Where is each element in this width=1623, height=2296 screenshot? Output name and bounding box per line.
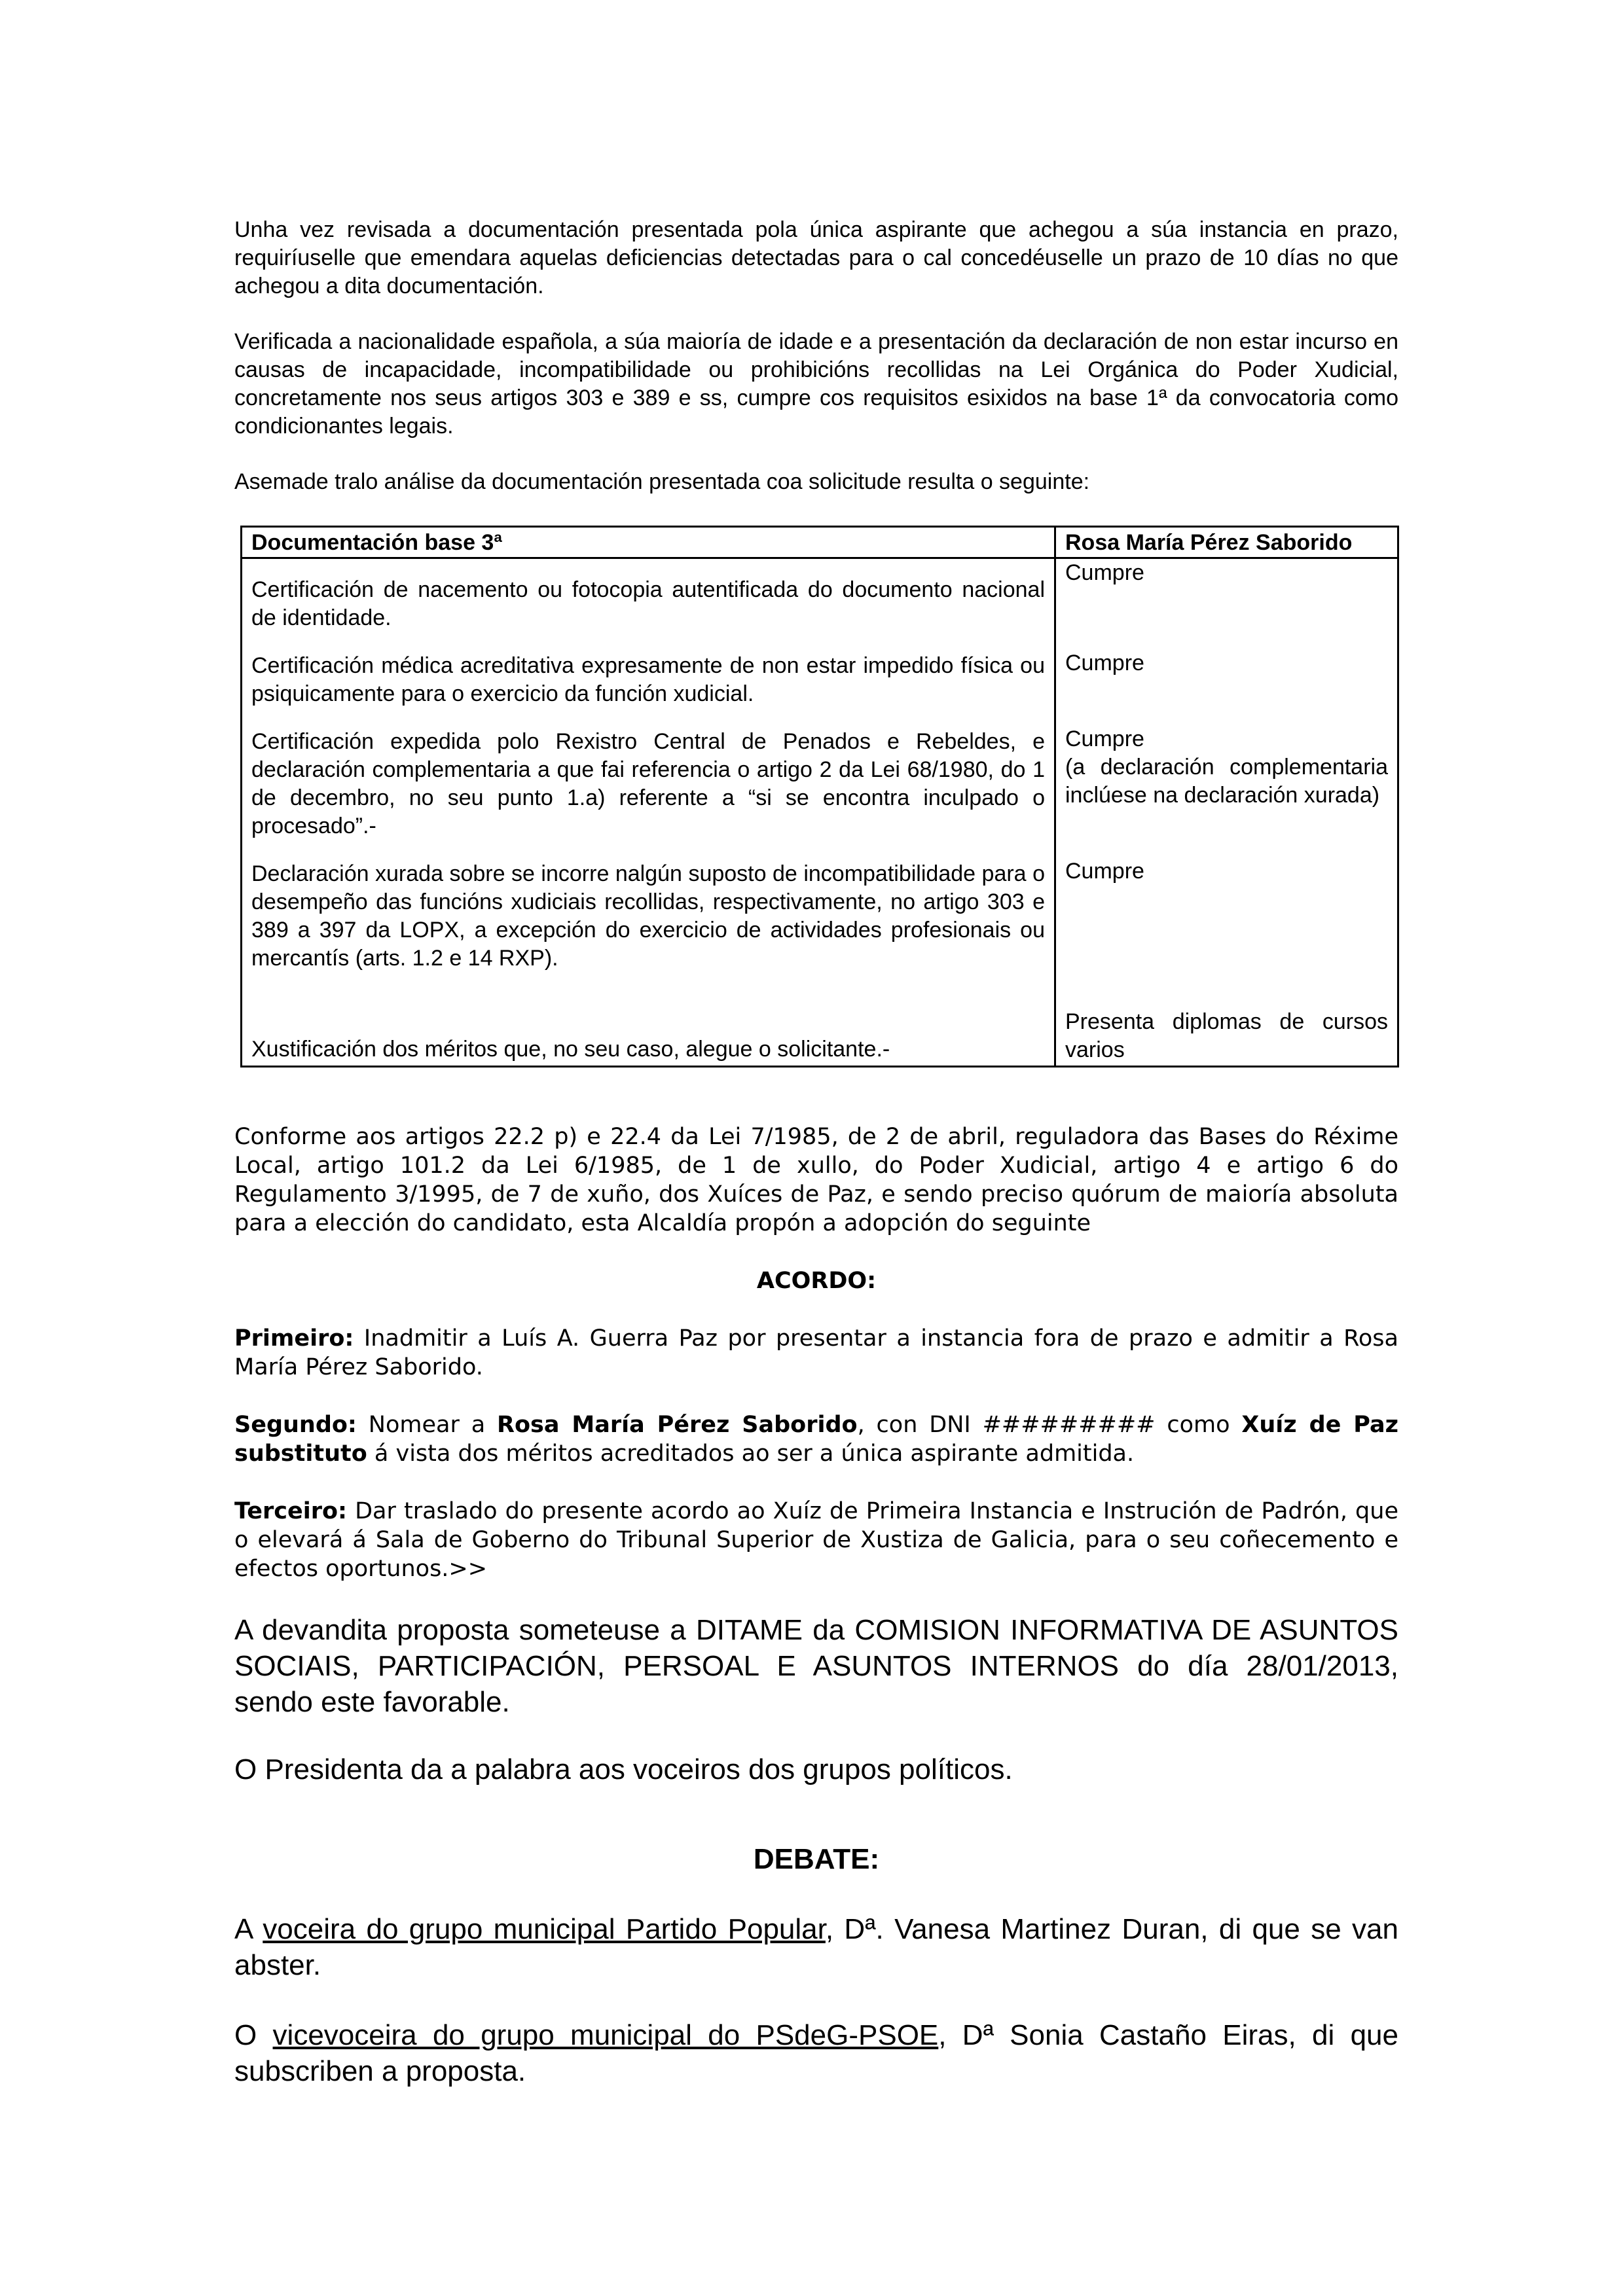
segundo-text: Nomear a	[356, 1412, 498, 1438]
table-row	[242, 635, 1398, 711]
table-row	[242, 975, 1398, 1067]
acordo-primeiro	[234, 1324, 1398, 1382]
table-cell-status	[1055, 843, 1398, 975]
status-text: Cumpre	[1065, 859, 1144, 884]
terceiro-text: Dar traslado do presente acordo ao Xuíz de Primeira Instancia e Instrución de Padrón, que o elevará á Sala de Goberno do Tribunal Superior de Xustiza de Galicia, para o seu coñecemento e efectos oportunos.>>	[234, 1498, 1398, 1582]
segundo-label: Segundo:	[234, 1412, 357, 1438]
debate-psoe-paragraph	[234, 2017, 1398, 2089]
document-page	[234, 216, 1398, 2089]
segundo-candidate-name: Rosa María Pérez Saborido	[497, 1412, 858, 1438]
ps-group-link: vicevoceira do grupo municipal do PSdeG-PSOE	[272, 2019, 939, 2051]
status-text: Cumpre	[1065, 651, 1144, 675]
table-row	[242, 558, 1398, 636]
table-cell-document: Certificación médica acreditativa expresamente de non estar impedido física ou psiquicamente para o exercicio da función xudicial.	[242, 635, 1055, 711]
pp-text: A	[234, 1913, 263, 1945]
primeiro-label: Primeiro:	[234, 1325, 354, 1352]
table-header-documentation: Documentación base 3ª	[242, 527, 1055, 558]
table-cell-document: Xustificación dos méritos que, no seu caso, alegue o solicitante.-	[242, 975, 1055, 1067]
ps-text: , Dª Sonia Castaño Eiras, di que subscriben a proposta.	[234, 2019, 1398, 2087]
intro-paragraph-2: Verificada a nacionalidade española, a súa maioría de idade e a presentación da declaración de non estar incurso en causas de incapacidade, incompatibilidade ou prohibicións recollidas na Lei Orgánica do Poder Xudicial, concretamente nos seus artigos 303 e 389 e ss, cumpre cos requisitos esixidos na base 1ª da convocatoria como condicionantes legais.	[234, 329, 1398, 439]
table-cell-status: Presenta diplomas de cursos varios	[1055, 975, 1398, 1067]
table-cell-document: Certificación expedida polo Rexistro Central de Penados e Rebeldes, e declaración complementaria a que fai referencia o artigo 2 da Lei 68/1980, do 1 de decembro, no seu punto 1.a) referente a “si se encontra inculpado o procesado”.-	[242, 711, 1055, 843]
primeiro-text: Inadmitir a Luís A. Guerra Paz por presentar a instancia fora de prazo e admitir a Rosa María Pérez Saborido.	[234, 1325, 1398, 1380]
acordo-segundo	[234, 1410, 1398, 1468]
intro-paragraph-3: Asemade tralo análise da documentación presentada coa solicitude resulta o seguinte:	[234, 469, 1090, 494]
presidenta-paragraph: O Presidenta da a palabra aos voceiros dos grupos políticos.	[234, 1753, 1013, 1785]
conforme-paragraph: Conforme aos artigos 22.2 p) e 22.4 da Lei 7/1985, de 2 de abril, reguladora das Bases do Réxime Local, artigo 101.2 da Lei 6/1985, de 1 de xullo, do Poder Xudicial, artigo 4 e artigo 6 do Regulamento 3/1995, de 7 de xuño, dos Xuíces de Paz, e sendo preciso quórum de maioría absoluta para a elección do candidato, esta Alcaldía propón a adopción do seguinte	[234, 1124, 1398, 1236]
acordo-title: ACORDO:	[756, 1268, 877, 1294]
debate-heading	[234, 1841, 1398, 1877]
acordo-terceiro	[234, 1497, 1398, 1583]
table-row	[242, 843, 1398, 975]
debate-pp-paragraph	[234, 1911, 1398, 1983]
debate-title: DEBATE:	[753, 1843, 880, 1875]
table-row	[242, 711, 1398, 843]
table-header-row	[242, 527, 1398, 558]
intro-paragraph-1: Unha vez revisada a documentación presentada pola única aspirante que achegou a súa instancia en prazo, requiríuselle que emendara aquelas deficiencias detectadas para o cal concedéuselle un prazo de 10 días no que achegou a dita documentación.	[234, 217, 1398, 298]
pp-group-link: voceira do grupo municipal Partido Popular	[263, 1913, 826, 1945]
table-cell-document: Declaración xurada sobre se incorre nalgún suposto de incompatibilidade para o desempeño das funcións xudiciais recollidas, respectivamente, no artigo 303 e 389 a 397 da LOPX, a excepción do exercicio de actividades profesionais ou mercantís (arts. 1.2 e 14 RXP).	[242, 843, 1055, 975]
documentation-table	[240, 526, 1399, 1067]
table-cell-status: Cumpre	[1055, 558, 1398, 636]
acordo-heading	[234, 1266, 1398, 1295]
pp-text: , Dª. Vanesa Martinez Duran, di que se van abster.	[234, 1913, 1398, 1981]
table-cell-status	[1055, 635, 1398, 711]
segundo-role: Xuíz de Paz substituto	[234, 1412, 1398, 1467]
table-header-candidate: Rosa María Pérez Saborido	[1055, 527, 1398, 558]
segundo-text: , con DNI ######### como	[857, 1412, 1242, 1438]
status-note: (a declaración complementaria inclúese na declaración xurada)	[1065, 755, 1388, 808]
ditame-paragraph: A devandita proposta someteuse a DITAME da COMISION INFORMATIVA DE ASUNTOS SOCIAIS, PARTICIPACIÓN, PERSOAL E ASUNTOS INTERNOS do día 28/01/2013, sendo este favorable.	[234, 1614, 1398, 1718]
ps-text: O	[234, 2019, 273, 2051]
segundo-text: á vista dos méritos acreditados ao ser a única aspirante admitida.	[367, 1441, 1135, 1467]
table-cell-status	[1055, 711, 1398, 843]
table-cell-document: Certificación de nacemento ou fotocopia autentificada do documento nacional de identidade.	[242, 558, 1055, 636]
status-text: Cumpre	[1065, 726, 1144, 751]
terceiro-label: Terceiro:	[234, 1498, 348, 1524]
